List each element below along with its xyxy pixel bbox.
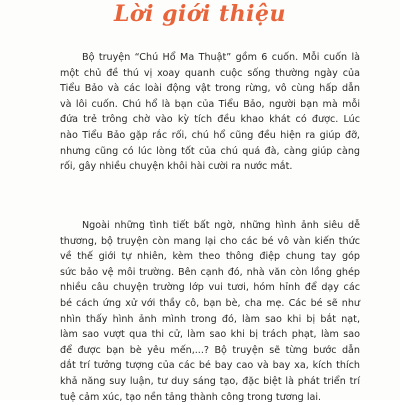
text-line: dắt trí tưởng tượng của các bé bay cao và bay xa, kích thích <box>60 360 360 372</box>
text-line: để được bạn bè yêu mến,...? Bộ truyện sẽ từng bước dẫn <box>60 344 360 356</box>
paragraph-1 <box>60 50 360 175</box>
text-line: bé cách ứng xử với thầy cô, bạn bè, cha mẹ. Các bé sẽ như <box>60 297 360 309</box>
text-line: đứa trẻ trông chờ vào kỳ tích đều khao khát có được. Lúc <box>60 114 360 126</box>
text-line: Ngoài những tình tiết bất ngờ, những hình ảnh siêu dễ <box>82 220 360 231</box>
text-line: khả năng suy luận, tư duy sáng tạo, đặc biệt là phát triển trí <box>60 375 360 387</box>
text-line: một chủ đề thú vị xoay quanh cuộc sống thường ngày của <box>60 67 360 79</box>
text-line: nhiều câu chuyện trường lớp vui tươi, hóm hỉnh để dạy các <box>60 282 360 294</box>
text-line: nhìn thấy hình ảnh mình trong đó, làm sao khi bị bắt nạt, <box>60 313 360 325</box>
text-line: nhưng cũng có lúc lòng tốt của chú quá đà, càng giúp càng <box>60 145 360 157</box>
text-line: tuệ cảm xúc, tạo nền tảng thành công trong tương lai. <box>60 391 322 403</box>
text-line: làm sao vượt qua thi cử, làm sao khi bị trách phạt, làm sao <box>60 329 360 341</box>
text-line: sức bảo vệ môi trường. Bên cạnh đó, nhà văn còn lồng ghép <box>60 266 360 278</box>
paragraph-2 <box>60 218 360 405</box>
text-line: về thế giới tự nhiên, kèm theo thông điệp chung tay góp <box>60 251 360 263</box>
text-line: Tiểu Bảo và các loài động vật trong rừng, vô cùng hấp dẫn <box>60 83 360 95</box>
text-line: nào Tiểu Bảo gặp rắc rối, chú hổ cũng đều hiện ra giúp đỡ, <box>60 129 360 141</box>
text-line: và lôi cuốn. Chú hổ là bạn của Tiểu Bảo, người bạn mà mỗi <box>60 98 360 110</box>
text-line: thương, bộ truyện còn mang lại cho các bé vô vàn kiến thức <box>60 235 360 247</box>
page-title: Lời giới thiệu <box>113 1 287 27</box>
text-line: Bộ truyện “Chú Hổ Ma Thuật” gồm 6 cuốn. Mỗi cuốn là <box>82 52 360 63</box>
text-line: rối, gây nhiều chuyện khôi hài cười ra nước mắt. <box>60 161 293 173</box>
